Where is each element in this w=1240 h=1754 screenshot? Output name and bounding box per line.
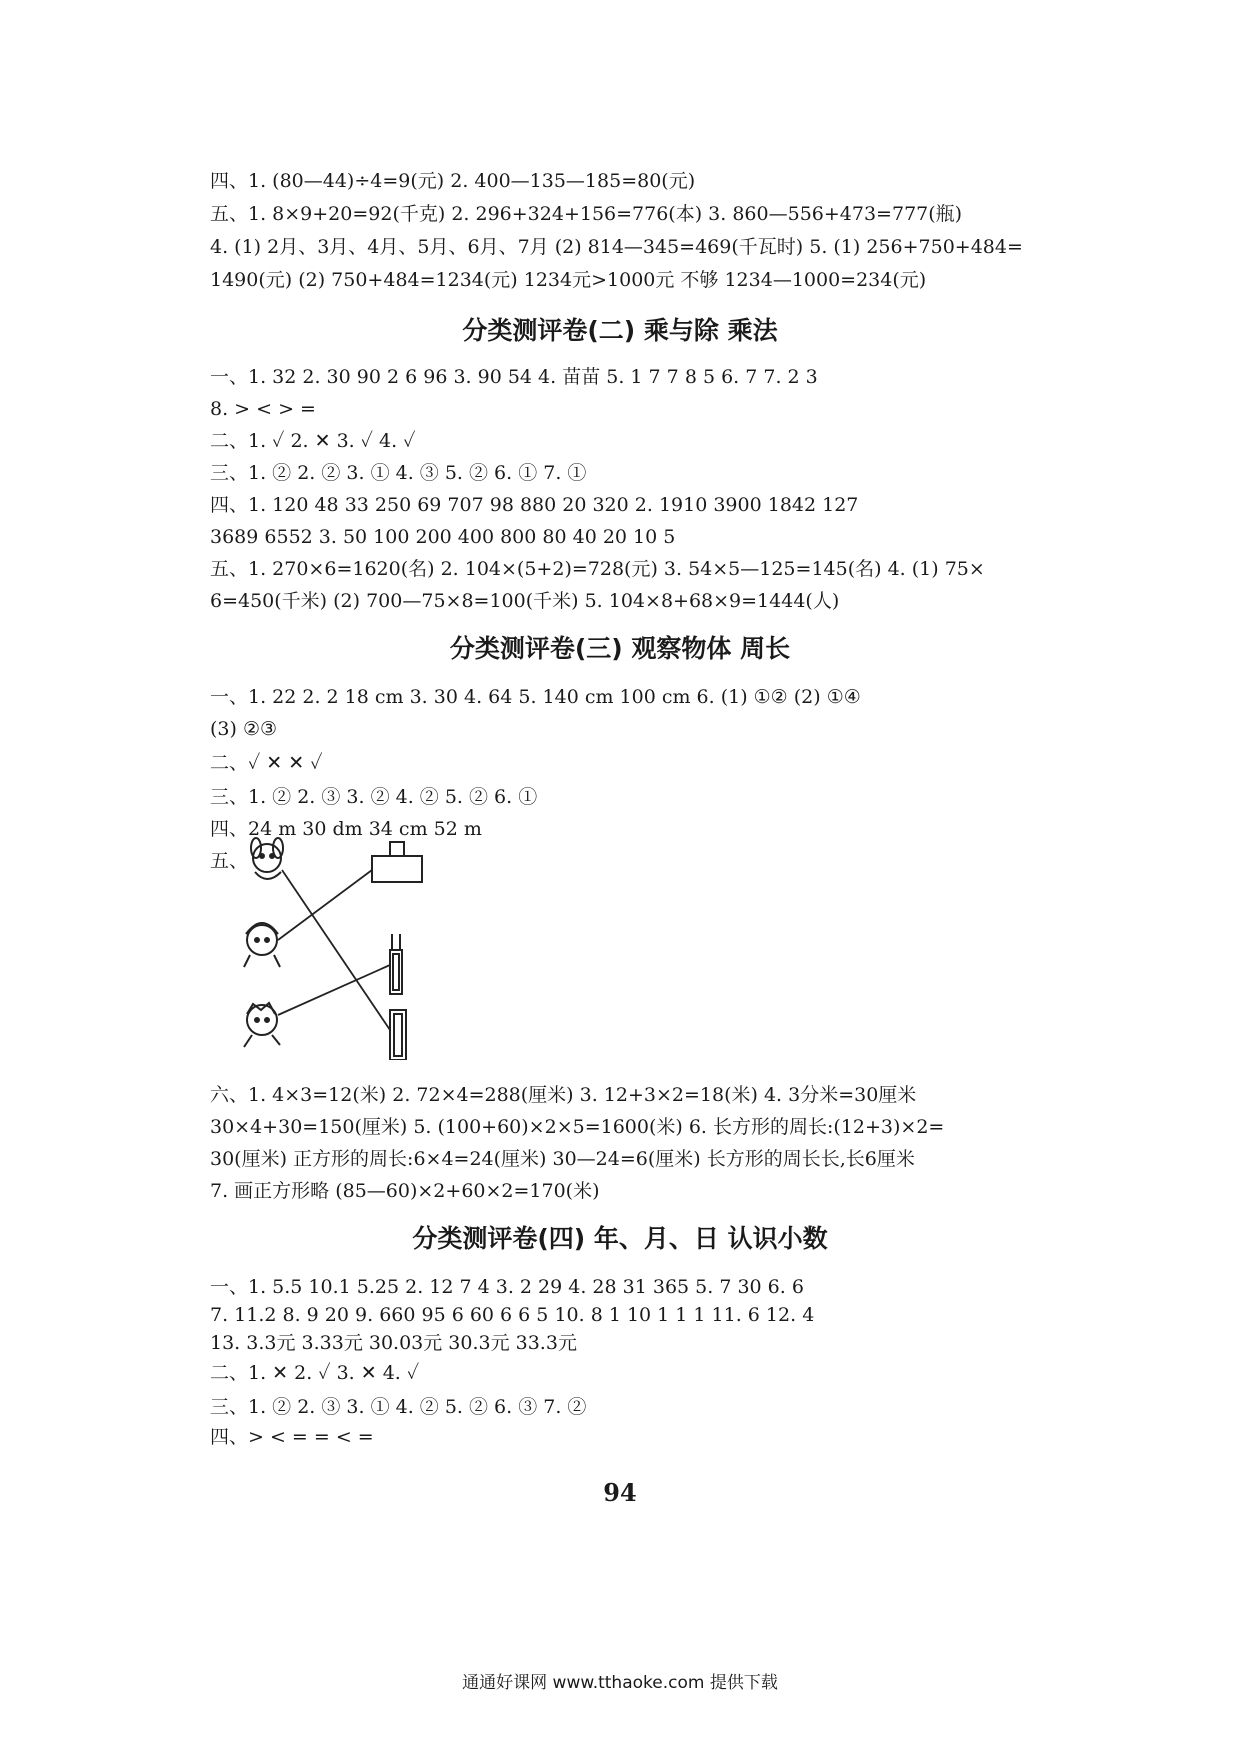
text-line: 四、1. 120 48 33 250 69 707 98 880 20 320 2. 1910 3900 1842 127 xyxy=(210,494,859,516)
text-line: 一、1. 32 2. 30 90 2 6 96 3. 90 54 4. 苗苗 5. 1 7 7 8 5 6. 7 7. 2 3 xyxy=(210,366,818,388)
text-line: 7. 画正方形略 (85—60)×2+60×2=170(米) xyxy=(210,1180,600,1202)
matching-figure xyxy=(210,830,460,1060)
text-line: 1490(元) (2) 750+484=1234(元) 1234元>1000元 不够 1234—1000=234(元) xyxy=(210,269,927,291)
section-heading: 分类测评卷(三) 观察物体 周长 xyxy=(449,634,791,663)
bag-side-view xyxy=(390,934,402,994)
text-line: 7. 11.2 8. 9 20 9. 660 95 6 60 6 6 5 10. 8 1 10 1 1 1 11. 6 12. 4 xyxy=(210,1304,815,1326)
text-line: 13. 3.3元 3.33元 30.03元 30.3元 33.3元 xyxy=(210,1332,577,1354)
text-line: 3689 6552 3. 50 100 200 400 800 80 40 20 10 5 xyxy=(210,526,676,548)
bag-front-view xyxy=(372,842,422,882)
text-line: 一、1. 5.5 10.1 5.25 2. 12 7 4 3. 2 29 4. 28 31 365 5. 7 30 6. 6 xyxy=(210,1276,804,1298)
dog-icon xyxy=(251,838,283,879)
girl-icon xyxy=(244,923,280,967)
text-line: 二、✓ ✕ ✕ ✓ xyxy=(210,752,323,774)
text-line: 四、1. (80—44)÷4=9(元) 2. 400—135—185=80(元) xyxy=(210,170,696,192)
text-line: 4. (1) 2月、3月、4月、5月、6月、7月 (2) 814—345=469(千瓦时) 5. (1) 256+750+484= xyxy=(210,236,1023,258)
text-line: 四、> < = = < = xyxy=(210,1426,374,1448)
text-line: 8. > < > = xyxy=(210,398,316,420)
bag-bottom-view xyxy=(390,1010,406,1060)
text-line: 六、1. 4×3=12(米) 2. 72×4=288(厘米) 3. 12+3×2=18(米) 4. 3分米=30厘米 xyxy=(210,1084,917,1106)
text-line: 6=450(千米) (2) 700—75×8=100(千米) 5. 104×8+68×9=1444(人) xyxy=(210,590,840,612)
page-number: 94 xyxy=(603,1478,637,1507)
text-line: 三、1. ② 2. ② 3. ① 4. ③ 5. ② 6. ① 7. ① xyxy=(210,462,587,484)
text-line: 一、1. 22 2. 2 18 cm 3. 30 4. 64 5. 140 cm 100 cm 6. (1) ①② (2) ①④ xyxy=(210,686,861,708)
text-line: 五、1. 270×6=1620(名) 2. 104×(5+2)=728(元) 3. 54×5—125=145(名) 4. (1) 75× xyxy=(210,558,985,580)
text-line: 五、 xyxy=(210,850,249,872)
text-line: 三、1. ② 2. ③ 3. ① 4. ② 5. ② 6. ③ 7. ② xyxy=(210,1396,587,1418)
text-line: 二、1. ✕ 2. ✓ 3. ✕ 4. ✓ xyxy=(210,1362,420,1384)
text-line: 三、1. ② 2. ③ 3. ② 4. ② 5. ② 6. ① xyxy=(210,786,538,808)
text-line: 30×4+30=150(厘米) 5. (100+60)×2×5=1600(米) 6. 长方形的周长:(12+3)×2= xyxy=(210,1116,945,1138)
text-line: 四、24 m 30 dm 34 cm 52 m xyxy=(210,818,482,840)
text-line: 30(厘米) 正方形的周长:6×4=24(厘米) 30—24=6(厘米) 长方形的周长长,长6厘米 xyxy=(210,1148,915,1170)
text-line: 二、1. ✓ 2. ✕ 3. ✓ 4. ✓ xyxy=(210,430,416,452)
section-heading: 分类测评卷(四) 年、月、日 认识小数 xyxy=(412,1224,828,1253)
section-heading: 分类测评卷(二) 乘与除 乘法 xyxy=(462,316,778,345)
matching-lines xyxy=(278,870,390,1030)
text-line: (3) ②③ xyxy=(210,718,278,740)
text-line: 五、1. 8×9+20=92(千克) 2. 296+324+156=776(本) 3. 860—556+473=777(瓶) xyxy=(210,203,963,225)
footer-credit: 通通好课网 www.tthaoke.com 提供下载 xyxy=(462,1673,778,1693)
boy-icon xyxy=(244,1003,280,1047)
